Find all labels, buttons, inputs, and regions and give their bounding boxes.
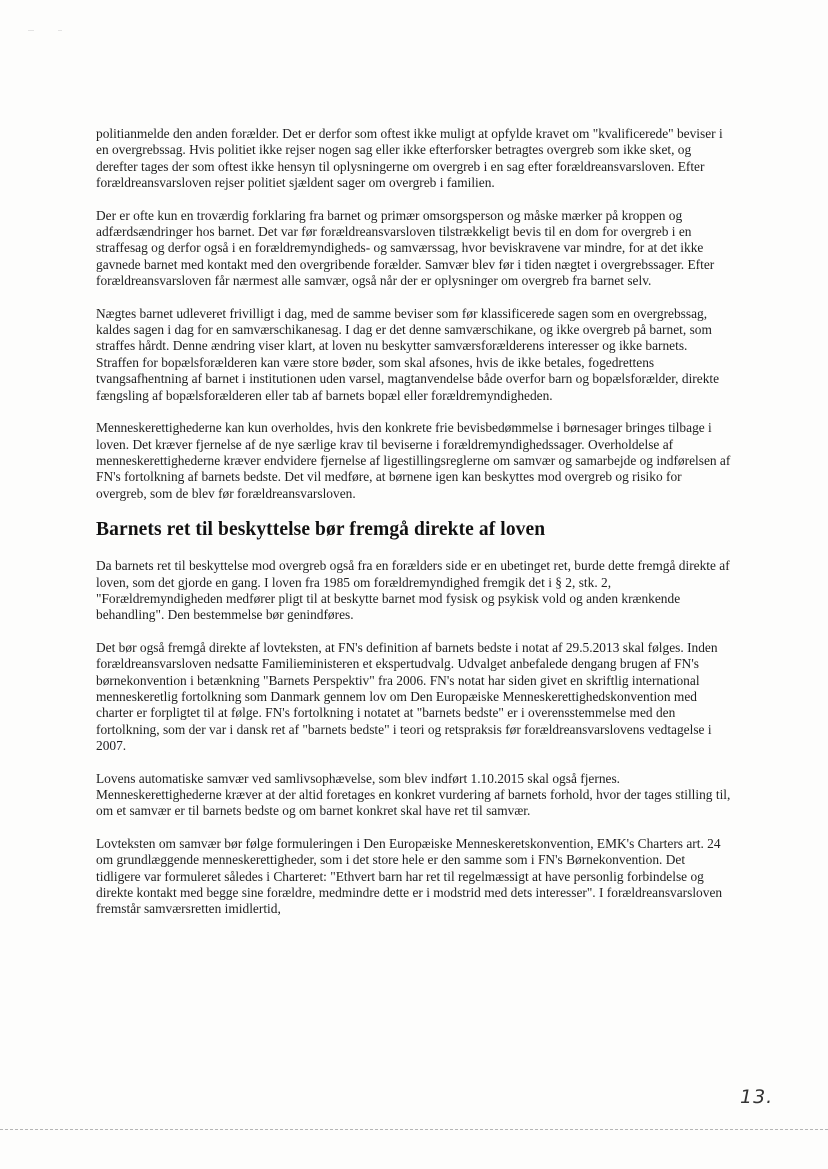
scan-artifact (58, 30, 62, 31)
paragraph: politianmelde den anden forælder. Det er derfor som oftest ikke muligt at opfylde kravet om "kvalificerede" beviser i en overgrebssag. Hvis politiet ikke rejser nogen sag eller ikke efterforsker betragtes overgreb som ikke sket, og derefter tages der som oftest ikke hensyn til oplysningerne om overgreb i en sag efter forældreansvarsloven. Efter forældreansvarsloven rejser politiet sjældent sager om overgreb i familien. (96, 126, 723, 191)
scan-artifact (28, 30, 34, 31)
paragraph: Nægtes barnet udleveret frivilligt i dag, med de samme beviser som før klassificerede sagen som en overgrebssag, kaldes sagen i dag for en samværschikanesag. I dag er det denne samværschikane, og ikke overgreb på barnet, som straffes hårdt. Denne ændring viser klart, at loven nu beskytter samværsforælderens interesser og ikke barnets. Straffen for bopælsforælderen kan være store bøder, som skal afsones, hvis de ikke betales, fogedrettens tvangsafhentning af barnet i institutionen uden varsel, magtanvendelse både overfor barn og bopælsforælder, direkte fængsling af bopælsforælderen eller tab af barnets bopæl eller forældremyndigheden. (96, 305, 720, 403)
scan-edge-line (0, 1129, 828, 1130)
paragraph: Lovens automatiske samvær ved samlivsophævelse, som blev indført 1.10.2015 skal også fjernes. Menneskerettighederne kræver at der altid foretages en konkret vurdering af barnets forhold, hvor der tages stilling til, om et samvær er til barnets bedste og om barnet konkret skal have ret til samvær. (96, 770, 731, 819)
paragraph: Lovteksten om samvær bør følge formuleringen i Den Europæiske Menneskeretskonvention, EMK's Charters art. 24 om grundlæggende menneskerettigheder, som i det store hele er den samme som i FN's Børnekonvention. Det tidligere var formuleret således i Charteret: "Ethvert barn har ret til regelmæssigt at have personlig forbindelse og direkte kontakt med begge sine forældre, medmindre dette er i modstrid med dets interesser". I forældreansvarsloven fremstår samværsretten imidlertid, (96, 835, 723, 917)
section-heading: Barnets ret til beskyttelse bør fremgå direkte af loven (96, 519, 546, 541)
paragraph: Det bør også fremgå direkte af lovteksten, at FN's definition af barnets bedste i notat af 29.5.2013 skal følges. Inden forældreansvarsloven nedsatte Familieministeren et ekspertudvalg. Udvalget anbefalede dengang brugen af FN's børnekonvention i betænkning "Barnets Perspektiv" fra 2006. FN's notat har siden givet en skriftlig international menneskeretlig fortolkning som Danmark gennem lov om Den Europæiske Menneskerettighedskonvention med charter er forpligtet til at følge. FN's fortolkning i notatet at "barnets bedste" er i overensstemmelse med den fortolkning, som der var i dansk ret af "barnets bedste" i teori og retspraksis før forældreansvarslovens vedtagelse i 2007. (96, 639, 718, 754)
document-body (96, 126, 732, 934)
paragraph: Menneskerettighederne kan kun overholdes, hvis den konkrete frie bevisbedømmelse i børnesager bringes tilbage i loven. Det kræver fjernelse af de nye særlige krav til beviserne i forældremyndighedssager. Overholdelse af menneskerettighederne kræver endvidere fjernelse af ligestillingsreglerne om samvær og samarbejde og indførelsen af FN's fortolkning af barnets bedste. Det vil medføre, at børnene igen kan beskyttes mod overgreb og risiko for overgreb, som de blev før forældreansvarsloven. (96, 420, 731, 501)
paragraph: Da barnets ret til beskyttelse mod overgreb også fra en forælders side er en ubetinget ret, burde dette fremgå direkte af loven, som det gjorde en gang. I loven fra 1985 om forældremyndighed fremgik det i § 2, stk. 2, "Forældremyndigheden medfører pligt til at beskytte barnet mod fysisk og psykisk vold og anden krænkende behandling". Den bestemmelse bør genindføres. (96, 558, 730, 623)
paragraph: Der er ofte kun en troværdig forklaring fra barnet og primær omsorgsperson og måske mærker på kroppen og adfærdsændringer hos barnet. Det var før forældreansvarsloven tilstrækkeligt bevis til en dom for overgreb i en straffesag og derfor også i en forældremyndigheds- og samværssag, hvor beviskravene var mindre, for at det ikke gavnede barnet med kontakt med den overgribende forælder. Samvær blev før i tiden nægtet i overgrebssager. Efter forældreansvarsloven får nærmest alle samvær, også når der er oplysninger om overgreb fra barnet selv. (96, 207, 715, 289)
page-number: 13. (740, 1086, 774, 1108)
